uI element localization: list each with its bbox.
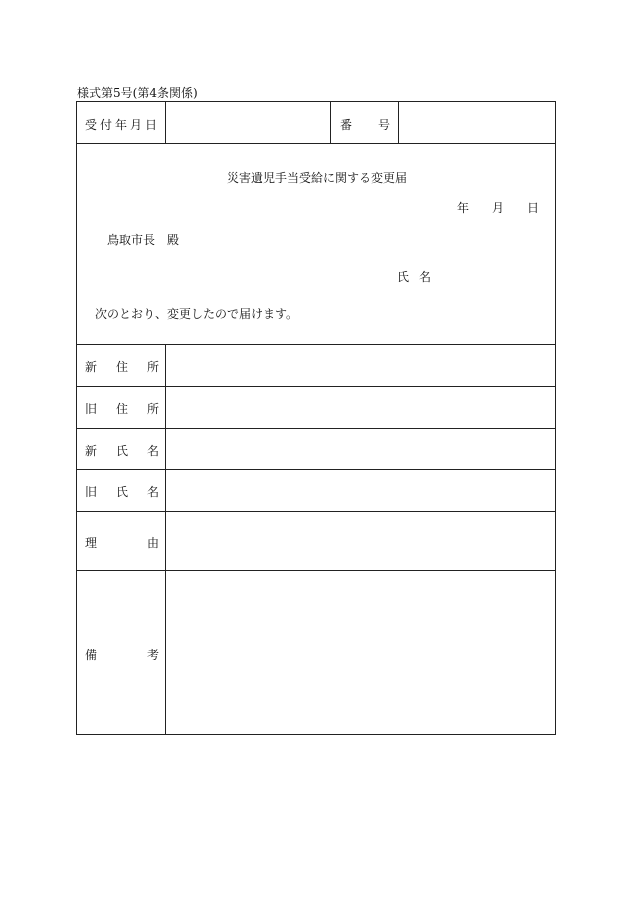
row-label-old-name: 旧 氏 名 <box>85 485 159 499</box>
reason-field[interactable] <box>166 512 555 570</box>
addressee: 鳥取市長 殿 <box>107 233 180 247</box>
new-name-field[interactable] <box>166 429 555 469</box>
row-label-reason: 理 由 <box>85 536 159 550</box>
receipt-date-field[interactable] <box>166 102 330 143</box>
row-label-old-address: 旧 住 所 <box>85 402 159 416</box>
row-label-remarks: 備 考 <box>85 648 159 662</box>
rule <box>330 102 331 143</box>
receipt-date-label: 受 付 年 月 日 <box>85 118 157 132</box>
rule <box>77 143 555 144</box>
number-field[interactable] <box>399 102 555 143</box>
form-title: 災害遺児手当受給に関する変更届 <box>227 171 408 185</box>
old-name-field[interactable] <box>166 470 555 511</box>
applicant-name-label: 氏 名 <box>397 270 431 284</box>
number-label: 番 号 <box>340 118 390 132</box>
remarks-field[interactable] <box>166 571 555 734</box>
applicant-name-field[interactable] <box>439 262 549 286</box>
form-number: 様式第5号(第4条関係) <box>77 86 198 100</box>
statement: 次のとおり、変更したので届けます。 <box>95 307 299 321</box>
submission-date: 年 月 日 <box>457 201 539 215</box>
old-address-field[interactable] <box>166 387 555 428</box>
form-frame <box>76 101 556 735</box>
row-label-new-name: 新 氏 名 <box>85 444 159 458</box>
new-address-field[interactable] <box>166 345 555 386</box>
row-label-new-address: 新 住 所 <box>85 360 159 374</box>
